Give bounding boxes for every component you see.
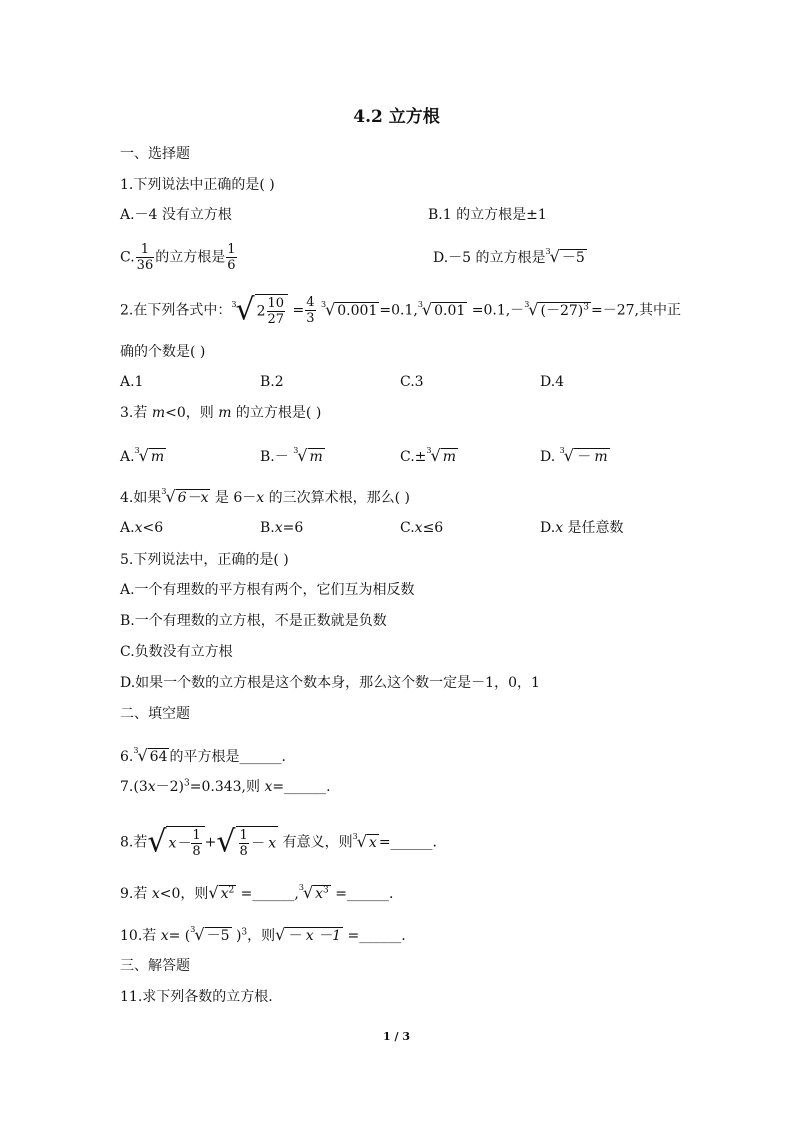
question-5-option-b: B.一个有理数的立方根，不是正数就是负数 [120, 613, 387, 629]
question-4-stem: 4.如果$^3$√ 6－x 是 6－x 的三次算术根，那么( ) [120, 487, 411, 506]
question-3-option-b: B.－ $^3$√ m [260, 446, 323, 465]
question-1-option-a: A.－4 没有立方根 [120, 207, 232, 223]
question-3-stem: 3.若 m<0，则 m 的立方根是( ) [120, 405, 322, 421]
question-5-option-a: A.一个有理数的平方根有两个，它们互为相反数 [120, 582, 415, 598]
question-2-option-a: A.1 [120, 374, 144, 390]
question-10: 10.若 x= ($^3$√ －5 )$^3$，则√ － x －1 =______. [120, 925, 406, 944]
question-4-option-d: D.x 是任意数 [540, 520, 624, 536]
question-2-stem-cont: 确的个数是( ) [120, 344, 206, 360]
question-2-stem: 2.在下列各式中：$^3$√ 2 $\frac{10}{27}$ = $\frac{4}{3}$ $^3$√ 0.001 =0.1,$^3$√ 0.01 =0.1,－$^3$√ $(-27)^3 =-27$,其中正 [120, 292, 681, 328]
question-2-option-d: D.4 [540, 374, 565, 390]
question-6: 6.$^3$√ 64 的平方根是______. [120, 746, 286, 765]
question-3-option-d: D. $^3$√ － m [540, 446, 608, 465]
question-1-stem: 1.下列说法中正确的是( ) [120, 177, 275, 193]
question-11: 11.求下列各数的立方根. [120, 989, 273, 1005]
page-title: 4.2 立方根 [353, 107, 440, 127]
question-8: 8.若√ x－ $\frac{1}{8}$ +√ $\frac{1}{8}$ － x 有意义，则$^3$√ x =______. [120, 824, 438, 860]
question-7: $7.(3x-2)^3=0.343$,则 x=______. [120, 778, 331, 795]
question-2-option-b: B.2 [260, 374, 284, 390]
question-1-option-b: B.1 的立方根是±1 [428, 207, 547, 223]
question-2-option-c: C.3 [400, 374, 424, 390]
page-number: 1 / 3 [383, 1030, 410, 1043]
section-heading-solve: 三、解答题 [120, 958, 190, 974]
question-1-option-d: D.－5 的立方根是$^3$√ －5 [433, 242, 587, 262]
question-4-option-c: C.x≤6 [400, 520, 444, 536]
question-5-option-c: C.负数没有立方根 [120, 644, 233, 660]
cube-root-mixed: $^3$√ 2 $\frac{10}{27}$ [231, 294, 288, 327]
question-4-option-a: A.x<6 [120, 520, 164, 536]
question-9: 9.若 x<0，则√ $x^2$ =______,$^3$√ $x^3$ =______. [120, 883, 394, 902]
question-3-option-a: A.$^3$√ m [120, 446, 165, 465]
question-3-option-c: C.±$^3$√ m [400, 446, 456, 465]
section-heading-choice: 一、选择题 [120, 146, 190, 162]
question-4-option-b: B.x=6 [260, 520, 304, 536]
question-5-stem: 5.下列说法中，正确的是( ) [120, 552, 289, 568]
cube-root: $^3$√ －5 [545, 247, 585, 266]
question-5-option-d: D.如果一个数的立方根是这个数本身，那么这个数一定是－1，0，1 [120, 675, 540, 691]
question-1-option-c: C. $\frac{1}{36}$ 的立方根是 $\frac{1}{6}$ [120, 242, 236, 273]
section-heading-fill: 二、填空题 [120, 706, 190, 722]
